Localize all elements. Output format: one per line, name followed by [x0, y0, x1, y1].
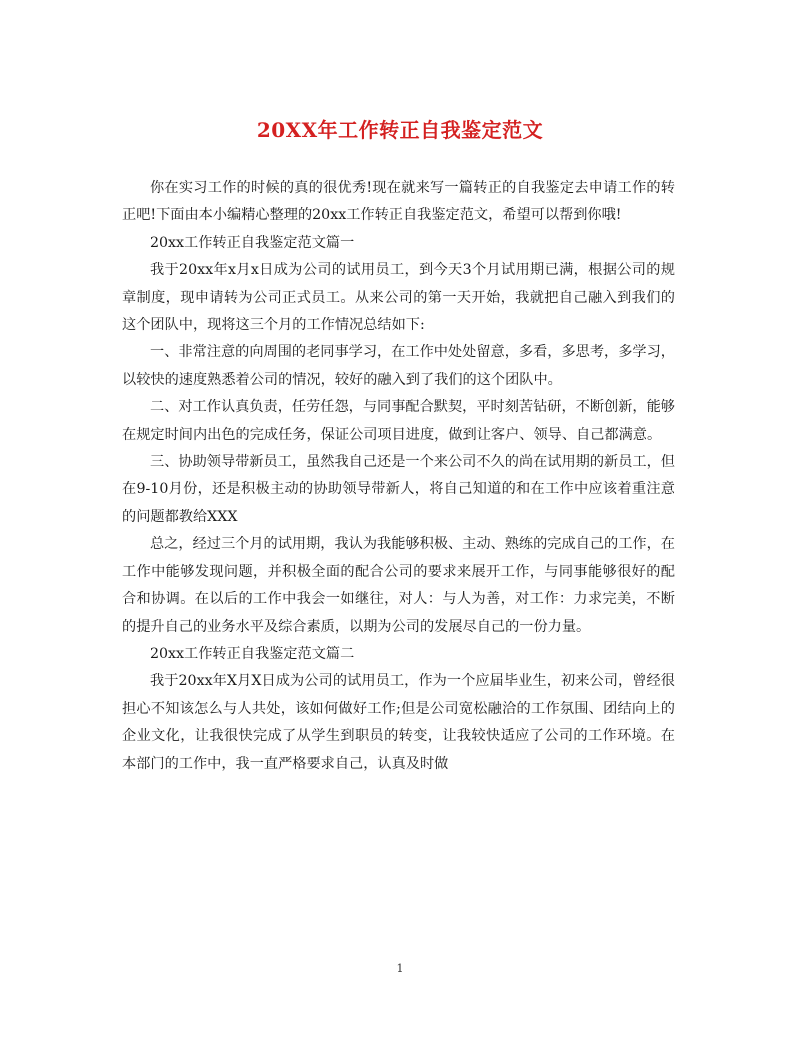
body-paragraph: 一、非常注意的向周围的老同事学习，在工作中处处留意，多看，多思考，多学习，以较快的速度熟悉着公司的情况，较好的融入到了我们的这个团队中。	[122, 344, 675, 388]
page-number: 1	[396, 962, 404, 975]
intro-paragraph: 你在实习工作的时候的真的很优秀!现在就来写一篇转正的自我鉴定去申请工作的转正吧!下面由本小编精心整理的20xx工作转正自我鉴定范文，希望可以帮到你哦!	[122, 180, 675, 224]
body-paragraph: 三、协助领导带新员工，虽然我自己还是一个来公司不久的尚在试用期的新员工，但在9-10月份，还是积极主动的协助领导带新人，将自己知道的和在工作中应该着重注意的问题都教给XXX	[122, 454, 675, 525]
body-paragraph: 我于20xx年x月x日成为公司的试用员工，到今天3个月试用期已满，根据公司的规章制度，现申请转为公司正式员工。从来公司的第一天开始，我就把自己融入到我们的这个团队中，现将这三个月的工作情况总结如下:	[122, 262, 675, 334]
document-title: 20XX年工作转正自我鉴定范文	[256, 118, 544, 142]
section-heading-2: 20xx工作转正自我鉴定范文篇二	[150, 645, 355, 662]
body-paragraph: 我于20xx年X月X日成为公司的试用员工，作为一个应届毕业生，初来公司，曾经很担心不知该怎么与人共处，该如何做好工作;但是公司宽松融洽的工作氛围、团结向上的企业文化，让我很快完成了从学生到职员的转变，让我较快适应了公司的工作环境。在本部门的工作中，我一直严格要求自己，认真及时做	[122, 673, 675, 772]
summary-paragraph: 总之，经过三个月的试用期，我认为我能够积极、主动、熟练的完成自己的工作，在工作中能够发现问题，并积极全面的配合公司的要求来展开工作，与同事能够很好的配合和协调。在以后的工作中我会一如继往，对人：与人为善，对工作：力求完美，不断的提升自己的业务水平及综合素质，以期为公司的发展尽自己的一份力量。	[122, 536, 675, 635]
body-paragraph: 二、对工作认真负责，任劳任怨，与同事配合默契，平时刻苦钻研，不断创新，能够在规定时间内出色的完成任务，保证公司项目进度，做到让客户、领导、自己都满意。	[122, 399, 675, 443]
document-body	[122, 175, 675, 778]
section-heading-1: 20xx工作转正自我鉴定范文篇一	[150, 234, 355, 251]
